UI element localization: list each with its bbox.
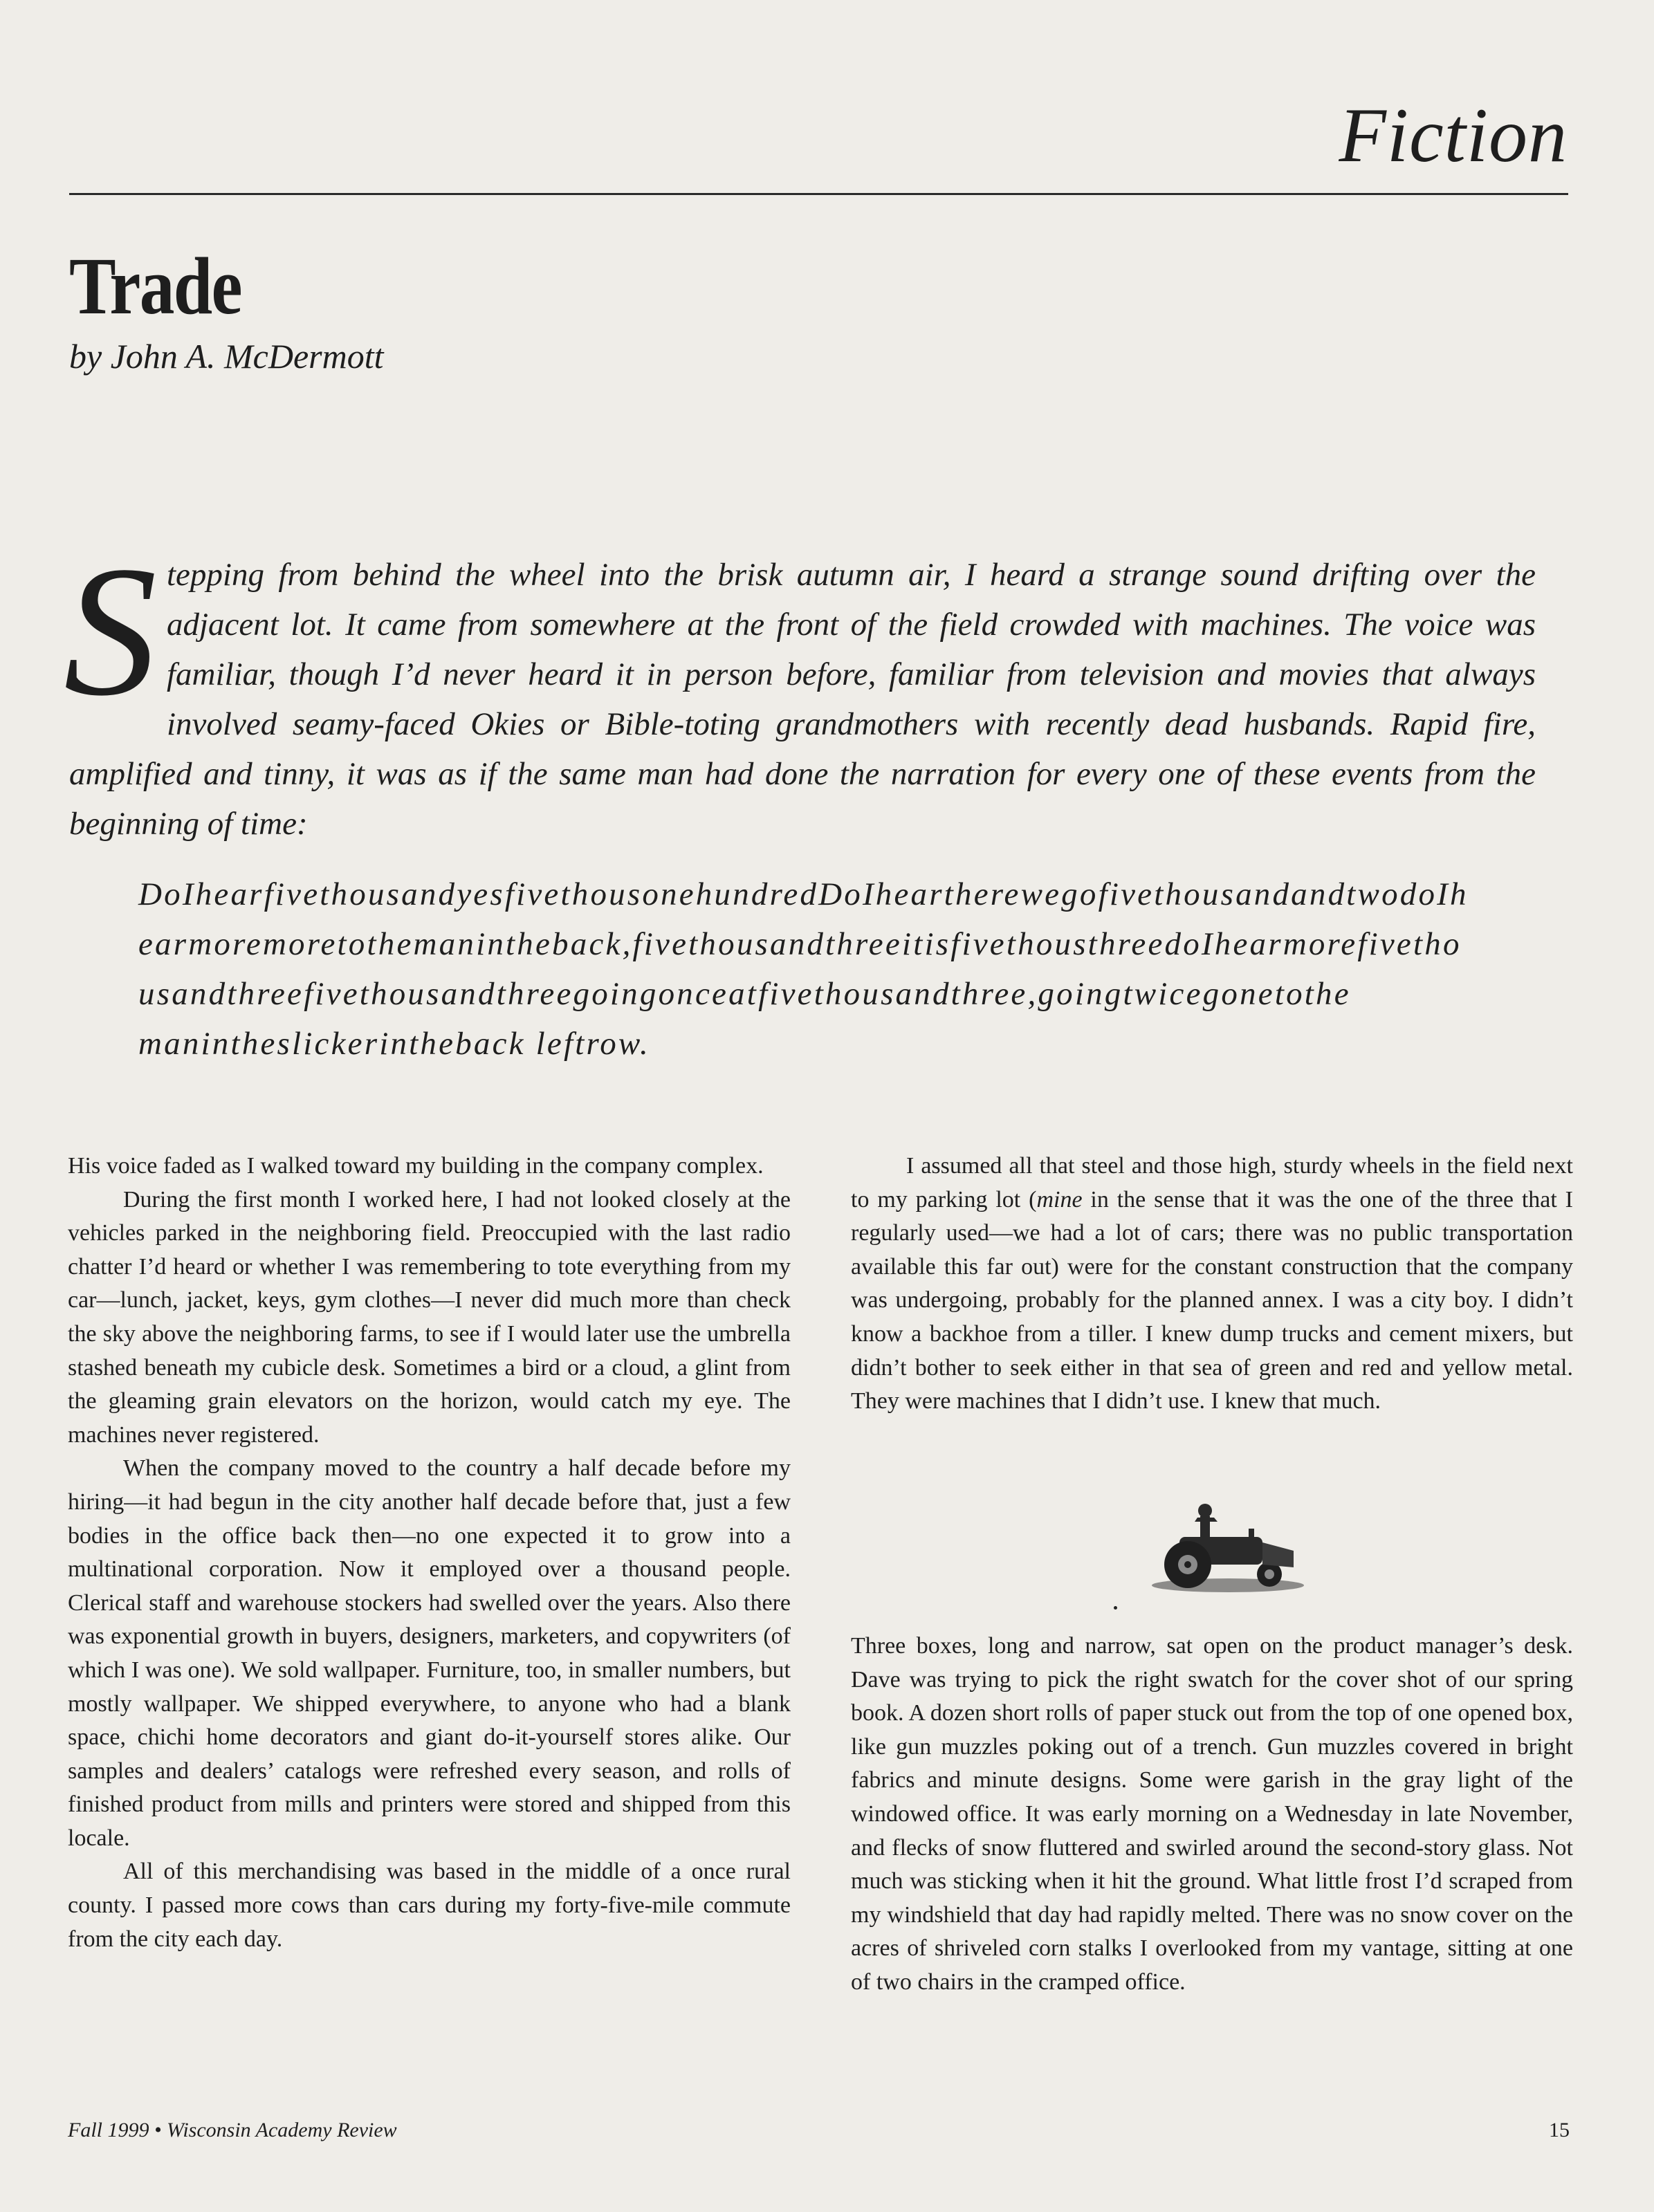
intro-text: tepping from behind the wheel into the brisk autumn air, I heard a strange sound drifting over the adjacent lot. It came from somewhere at the front of the field crowded with machines. The voice was familiar, though I’d never heard it in person before, familiar from television and movies that always involved seamy-faced Okies or Bible-toting grandmothers with recently dead husbands. Rapid fire, amplified and tinny, it was as if the same man had done the narration for every one of these events from the beginning of time: [69, 557, 1536, 842]
body-paragraph [851, 1150, 1573, 1419]
auction-chant [138, 869, 1577, 1069]
body-paragraph: His voice faded as I walked toward my building in the company complex. [68, 1153, 764, 1179]
dot-mark [1114, 1606, 1117, 1610]
auction-line: manintheslickerintheback leftrow. [138, 1026, 650, 1062]
footer-issue: Fall 1999 • Wisconsin Academy Review [68, 2119, 397, 2141]
section-label: Fiction [1339, 93, 1568, 178]
body-paragraph: During the first month I worked here, I had not looked closely at the vehicles parked in the neighboring field. Preoccupied with the last radio chatter I’d heard or whether I was remembering to tote everything from my car—lunch, jacket, keys, gym clothes—I never did much more than check the sky above the neighboring farms, to see if I would later use the umbrella stashed beneath my cubicle desk. Sometimes a bird or a cloud, a glint from the gleaming grain elevators on the horizon, would catch my eye. The machines never registered. [68, 1186, 791, 1448]
left-column [68, 1150, 791, 1956]
auction-line: DoIhearfivethousandyesfivethousonehundredDoIheartherewegofivethousandandtwodoIh [138, 876, 1469, 912]
tractor-icon [1131, 1501, 1311, 1598]
body-text: in the sense that it was the one of the three that I regularly used—we had a lot of cars; there was no public transportation available this far out) were for the constant construction that the company was undergoing, probably for the planned annex. I was a city boy. I didn’t know a backhoe from a tiller. I knew dump trucks and cement mixers, but didn’t bother to seek either in that sea of green and red and yellow metal. They were machines that I didn’t use. I knew that much. [851, 1186, 1573, 1414]
body-paragraph: Three boxes, long and narrow, sat open on the product manager’s desk. Dave was trying to pick the right swatch for the cover shot of our spring book. A dozen short rolls of paper stuck out from the top of one opened box, like gun muzzles poking out of a trench. Gun muzzles covered in bright fabrics and minute designs. Some were garish in the gray light of the windowed office. It was early morning on a Wednesday in late November, and flecks of snow fluttered and swirled around the second-story glass. Not much was sticking when it hit the ground. What little frost I’d scraped from my windshield that day had rapidly melted. There was no snow cover on the acres of shriveled corn stalks I overlooked from my vantage, sitting at one of two chairs in the cramped office. [851, 1633, 1573, 1995]
body-paragraph: When the company moved to the country a half decade before my hiring—it had begun in the city another half decade before that, just a few bodies in the office back then—no one expected it to grow into a multinational corporation. Now it employed over a thousand people. Clerical staff and warehouse stockers had swelled over the years. Also there was exponential growth in buyers, designers, marketers, and copywriters (of which I was one). We sold wallpaper. Furniture, too, in smaller numbers, but mostly wallpaper. We shipped everywhere, to anyone who had a blank space, chichi home decorators and giant do-it-yourself stores alike. Our samples and dealers’ catalogs were refreshed every season, and rolls of finished product from mills and printers were stored and shipped from this locale. [68, 1455, 791, 1851]
body-text: I assumed all that steel and those high, sturdy wheels in the field next to my parking lot ( [851, 1153, 1573, 1213]
auction-line: earmoremoretothemanintheback,fivethousandthreeitisfivethousthreedoIhearmorefivetho [138, 926, 1462, 962]
article-title: Trade [69, 241, 241, 331]
article-byline: by John A. McDermott [69, 337, 384, 376]
right-column-bottom [851, 1630, 1573, 2000]
auction-line: usandthreefivethousandthreegoingonceatfivethousandthree,goingtwicegonetothe [138, 976, 1351, 1012]
drop-cap: S [64, 528, 157, 735]
right-column-top [851, 1150, 1573, 1419]
emphasis-text: mine [1036, 1186, 1083, 1213]
intro-paragraph [64, 528, 1536, 849]
page-number: 15 [1549, 2119, 1570, 2141]
header-rule [69, 193, 1568, 195]
body-paragraph: All of this merchandising was based in the middle of a once rural county. I passed more cows than cars during my forty-five-mile commute from the city each day. [68, 1859, 791, 1952]
